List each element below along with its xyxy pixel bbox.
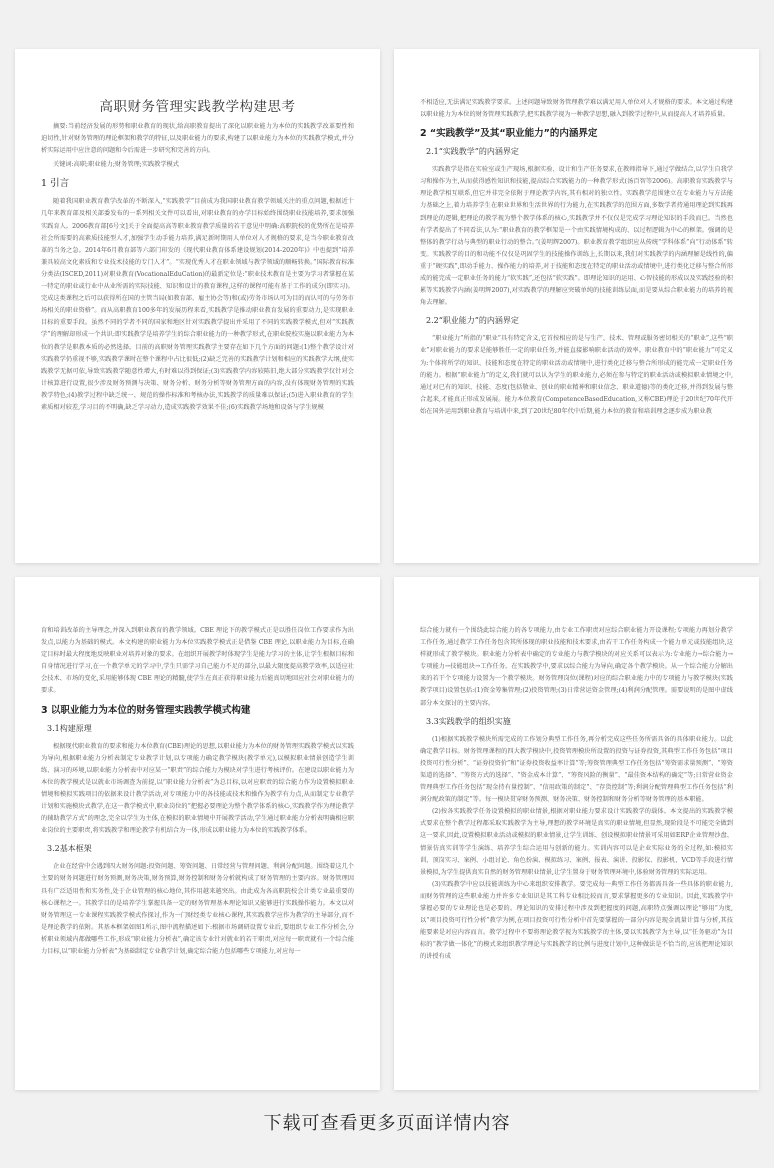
section-heading-3: 3 以职业能力为本位的财务管理实践教学模式构建 bbox=[41, 704, 251, 716]
subsection-heading-3-2: 3.2基本框架 bbox=[47, 844, 92, 854]
subsection-heading-2-2: 2.2“职业能力”的内涵界定 bbox=[426, 316, 519, 326]
document-page-2 bbox=[394, 49, 759, 563]
body-paragraph: (2)按各实践教学任务设置模拟的职业情景,根据对职业能力要求设计实践教学的载体。本文提出的实践教学模式要求在整个教学过程都采取实践教学为主导,理想的教学环境是真实的职业情境,但显然,现阶段是不可能完全做到这一要求,因此,设置模拟职业活动或模拟的职业情景,让学生训练、创设模拟职业情景可采用如ERP企业管理沙盘、情景仿真实训等学生演练、培养学生综合运用与创新的能力。实训内容可以是企业实际业务的全过程,如:模拟实训、顶岗实习、案例、小组讨论、角色扮演、模拟练习、案例、报表、演讲、投影仪、投影机、VCD等手段进行情景模拟,为学生提供真实自然的财务管理职业情景,让学生置身于财务管理环境中,体验财务管理的实际运用。 bbox=[420, 808, 733, 876]
body-paragraph: 综合能力就有一个围绕此综合能力的各专项能力,由专业工作职责对应综合职业能力开设课程;专项能力再划分教学工作任务,通过教学工作任务包含其所体现的职业技能和技术要求,由若干工作任务构成一个能力单元或技能组块,这样就形成了教学模块。职业能力分析表中确定的专业能力与教学模块的对应关系可以表示为:专业能力→综合能力→专项能力→技能组块→工作任务。在实践教学中,要求以综合能力为导向,确定各个教学模块。从一个综合能力分解出来的若干个专项能力设置为一个教学模块。财务管理岗位(课程)对应的综合职业能力中的专项能力与教学模块(实践教学项目)设置包括:(1)资金筹集管理;(2)投资管理;(3)日常营运资金管理;(4)利润分配管理。需要说明的是图中虚线部分本文探讨的主要内容。 bbox=[420, 627, 733, 707]
document-page-1 bbox=[15, 49, 380, 563]
subsection-heading-3-3: 3.3实践教学的组织实施 bbox=[426, 716, 511, 726]
abstract: 摘要:当前经济发展的形势和职业教育的现状,给高职教育提出了深化以职业能力为本位的实践教学改革要性和迫切性,针对财务管理的理论框架和教学的特征,以及职业能力的要求,构建了以职业能力为本位的实践教学模式,并分析实际运用中应注意的问题和今后需进一步研究和完善的方向。 bbox=[41, 123, 354, 155]
section-heading-intro: 1 引言 bbox=[41, 178, 70, 190]
body-paragraph: 企业在经营中会遇到四大财务问题:投资问题、筹资问题、日常经营与管理问题、利润分配问题。围绕着这几个主要的财务问题进行财务预测,财务决策,财务预算,财务控制和财务分析就构成了财务管理的主要内容。财务管理因具有广泛适用性和实务性,处于企业管理的核心地位,其作用越来越突出。由此成为各高职院校会计类专业最重要的核心课程之一。其教学目的是培养学生掌握具备一定的财务管理基本理论知识又能够进行实践操作能力。本文以对财务管理这一专业课程实践教学模式作探讨,作为一门财经类专业核心课程,其实践教学应作为教学的主导部分,而不是理论教学的依附。其基本框架如图1所示,图中流程描述如下:根据市场调研设置专业后,要组织专业工作分析会,分析职业领域内都做哪些工作,形成“职业能力分析表”,确定该专业针对就业的若干职责,对应每一职责就有一个综合能力目标,以“职业能力分析表”为基础制定专业教学计划,确定综合能力包括哪些专项能力,对应每一 bbox=[41, 863, 354, 955]
body-paragraph: 随着我国职业教育教学改革的不断深入,“实践教学”目前成为我国职业教育教学领域关注的重点问题,根据近十几年来教育部及相关部委发布的一系列相关文件可以看出,对职业教育的办学目标始终围绕职业技能培养,要求加强实践育人。2006教育部[6号文]关于全面提高高等职业教育教学质量的若干意见中明确:高职院校的优势所在是培养社会所需要的高素质技能型人才,加强学生动手能力培养,满足新时期用人单位对人才规格的要求,是当今职业教育改革的当务之急。2014年6月教育部等六部门印发的《现代职业教育体系建设规划(2014-2020年)》中也提到“培养兼具较高文化素质和专业技术技能的专门人才”。“实现优秀人才在职业领域与教学领域的顺畅转换。”国际教育标准分类法(ISCED,2011)对职业教育(VocationalEduCation)的最新定位是:“职业技术教育是主要为学习者掌握在某一特定的职业或行业中从业所需的实际技能、知识和设计的教育课程,这样的课程可能有基于工作的成分(即实习)。完成这类课程之后可以获得所在国的主管当局(如教育部、雇主协会等)和(或)劳务市场认可为目的而认可的与劳务市场相关的职业资格”。而从高职教育100多年的发展历程来看,实践教学是推动职业教育发展的重要动力,是实现职业目标的重要手段。虽然不同的学者不同的国家和地区针对实践教学提出并采用了不同的实践教学模式,但对“实践教学”的理解却形成一个共识:即实践教学是培养学生的综合职业能力的一种教学形式,在职业院校实施以职业能力为本位的教学是职教本质的必然选择。目前的高职财务管理实践教学主要存在如下几个方面的问题:(1)整个教学设计对实践教学仍重视不够,实践教学课时在整个课程中占比很低;(2)缺乏完善的实践教学计划和相应的实践教学大纲,使实践教学无据可依,导致实践教学随意性增大,有时难以得到保证;(3)实践教学内容较陈旧,绝大部分实践教学仅针对会计核算进行设置,很少涉及财务预测与决策、财务分析、财务分析等财务管理方面的内容,没有体现财务管理的实践教学特色;(4)教学过程中缺乏统一、规范的操作标准和考核办法,实践教学的质量难以保证;(5)进入职业教育的学生素质相对较差,学习目的不明确,缺乏学习动力,造成实践教学效果不佳;(6)实践教学场地和设备与学生规模 bbox=[41, 198, 354, 411]
document-page-3 bbox=[15, 577, 380, 1090]
download-prompt-text: 下载可查看更多页面详情内容 bbox=[263, 1113, 511, 1134]
subsection-heading-3-1: 3.1构建原理 bbox=[47, 723, 92, 733]
body-paragraph: (3)实践教学中应以技能训练为中心来组织安排教学。要完成每一典型工作任务都需具备一些具体的职业能力,而财务管理的这些职业能力并许多专业知识是其工科专业相比较而言,要求掌握更多的专业知识。因此,实践教学中掌握必要的专业理论也是必要的。理论知识的安排过程中涉及到把握度的问题,高职特点强调以理论“够用”为度,以“项目投资可行性分析”教学为例,在项目投资可行性分析中首先要掌握的一部分内容是现金流量计算与分析,其技能要素是对应内容而言。教学过程中不要将理论教学视为实践教学的主体,要以实践教学为主导,以“任务驱动”为目标的“教学做一体化”的模式来组织教学理论与实践教学的比例与进度计划中,这种做法是不恰当的,应该把理论知识的讲授有成 bbox=[420, 880, 733, 961]
body-paragraph: 实践教学是指在实验室或生产现场,根据实验、设计和生产任务要求,在教师指导下,通过学做结合,以学生自我学习和操作为主,从而获得感性知识和技能,提高综合实践能力的一种教学形式(汤百智等2006)。高职教育实践教学与理论教学相互联系,但它并非完全依附于理论教学内容,其有相对的独立性。实践教学范围建立在专业能力与方法能力基础之上,着力培养学生在职业世界和生活世界的行为能力,在实践教学的范围方面,多数学者持通用理论到实践再到理论的逻辑,把理论的教学视为整个教学体系的核心,实践教学并不仅仅是完成学习理论知识的手段而已。当然也有学者提出了不同看法,认为:“职业教育的教学框架是一个由实践情境构成的、以过程逻辑为中心的框架。强调的是整体的教学行动与典型的职业行动的整合。”(姜明辉2007)。职业教育教学组织应从传统“学科体系”向“行动体系”转变。实践教学的目的和功能不仅仅是巩固学生的技能操作训练上,长期以来,我们对实践教学的内涵理解是线性的,偏重于“硬实践”,即动手能力、操作能力的培养,对于技能和态度在特定的职业活动或情境中,进行类化迁移与整合所形成的能完成一定职业任务的能力“软实践”,还包括“软实践”。即理论知识的运用、心智技能的形成以及实践经验的积累等实践教学内涵(姜明辉2007),对实践教学的理解应突破单纯的技能训练层面,而是要从综合职业能力的培养的视角去理解。 bbox=[420, 166, 733, 307]
body-paragraph: (1)根据实践教学模块所需完成的工作划分典型工作任务,再分析完成这些任务所需具备的具体职业能力。以此确定教学目标。财务管理课程的四大教学模块中,投资管理模块所设置的投资与证券投资,其典型工作任务包括“项目投资可行性分析”、“证券投资价”和“证券投资收益率计算”等;筹资管理典型工作任务包括“筹资需求量预测”、“筹资渠道的选择”、“筹资方式的选择”、“资金成本计算”、“筹资风险的衡量”、“最佳资本结构的确定”等;日常营业资金管理典型工作任务包括“现金持有量控制”、“信用政策的制定”、“存货控制”等;利润分配管理典型工作任务包括“利润分配政策的制定”等。每一模块贯穿财务预测、财务决策、财务控制和财务分析等财务管理的基本职能。 bbox=[420, 735, 733, 804]
document-page-4 bbox=[394, 577, 759, 1090]
body-paragraph: 不相适应,无法满足实践教学要求。上述问题导致财务管理教学难以满足用人单位对人才规格的要求。本文通过构建以职业能力为本位的财务管理实践教学,把实践教学视为一种教学思想,融入到教学过程中,从而提高人才培养质量。 bbox=[420, 99, 733, 119]
body-paragraph: 根据现代职业教育的要求和能力本位教育(CBE)理论的思想,以职业能力为本位的财务管理实践教学模式以实践为导向,根据职业能力分析表制定专业教学计划,以专项能力确定教学模块(教学单元),以模拟职业情景创造学生训练、演习的环境,以职业能力分析表中对应某一“职责”的综合能力为模块对学生进行考核评价。在建设以职业能力为本位的教学模式是以就业市场调查为前提,以“职业能力分析表”为总目标,以对应职责的综合能力作为设置模拟职业情境和模拟实践项目的依据来设计教学活动,对专项能力中的各技能或技术和操作为教学有力点,从而制定专业教学计划和实施模块式教学,在这一教学模式中,职业岗位的“把握必要理论为整个教学体系的核心,实践教学作为理论教学的辅助教学方式”的理念,完全以学生为主体,在模拟的职业情境中开展教学活动,学生通过职业能力分析表明确相应职业岗位的主要职责,将实践教学和理论教学有机结合为一体,形成以职业能力为本位的实践教学体系。 bbox=[41, 742, 354, 835]
body-paragraph: “职业能力”所指的“职业”具有特定含义,它首按相应的是与生产、技术、管理或服务密切相关的“职业”,这些“职业”对职业能力的要求是能够胜任一定的职业任务,并能直接影响职业活动的效率。职业教育中的“职业能力”可定义为:个体将所学的知识、技能和态度在特定的职业活动或情境中,进行类化迁移与整合所形成的能完成一定职业任务的能力。根据“职业能力”的定义,我们就可以认为学生的职业能力,必须在参与特定的职业活动或模拟职业情境之中,通过对已有的知识、技能、态度(包括敬业、创业的职业精神和职业信念、职业道德)等的类化迁移,并得到发展与整合起来,才能真正形成发展展。能力本位教育(CompetenceBasedEducation,又称CBE)理论于20世纪70年代开始在国外运用到职业教育与培训中来,到了20世纪80年代中后期,能力本位的教育和培训理念逐步成为职业教 bbox=[420, 335, 733, 415]
paper-title: 高职财务管理实践教学构建思考 bbox=[99, 99, 296, 115]
section-heading-2: 2 “实践教学”及其“职业能力”的内涵界定 bbox=[420, 128, 598, 140]
keywords: 关键词:高职;职业能力;财务管理;实践教学模式 bbox=[53, 161, 179, 169]
body-paragraph: 育和培训改革的主导理念,并深入到职业教育的教学领域。CBE 理论下的教学模式正是以胜任岗位工作要求作为出发点,以能力为基础的模式。本文构建的职业能力为本位实践教学模式正是借鉴 CBE 理论,以职业能力为目标,在确定目标时最大程度地反映职业对培养对象的要求。在组织开展教学时体现学生是能力学习的主体,让学生根据目标和自身情况进行学习,在一个教学单元的学习中,学生只需学习自己能力不足的部分,以最大限度提高教学效率,以适应社会技术、市场的变化,采用能够体现 CBE 理论的精髓,使学生在真正获得职业能力后能真切地回应社会对职业能力的要求。 bbox=[41, 627, 354, 695]
subsection-heading-2-1: 2.1“实践教学”的内涵界定 bbox=[426, 147, 519, 157]
